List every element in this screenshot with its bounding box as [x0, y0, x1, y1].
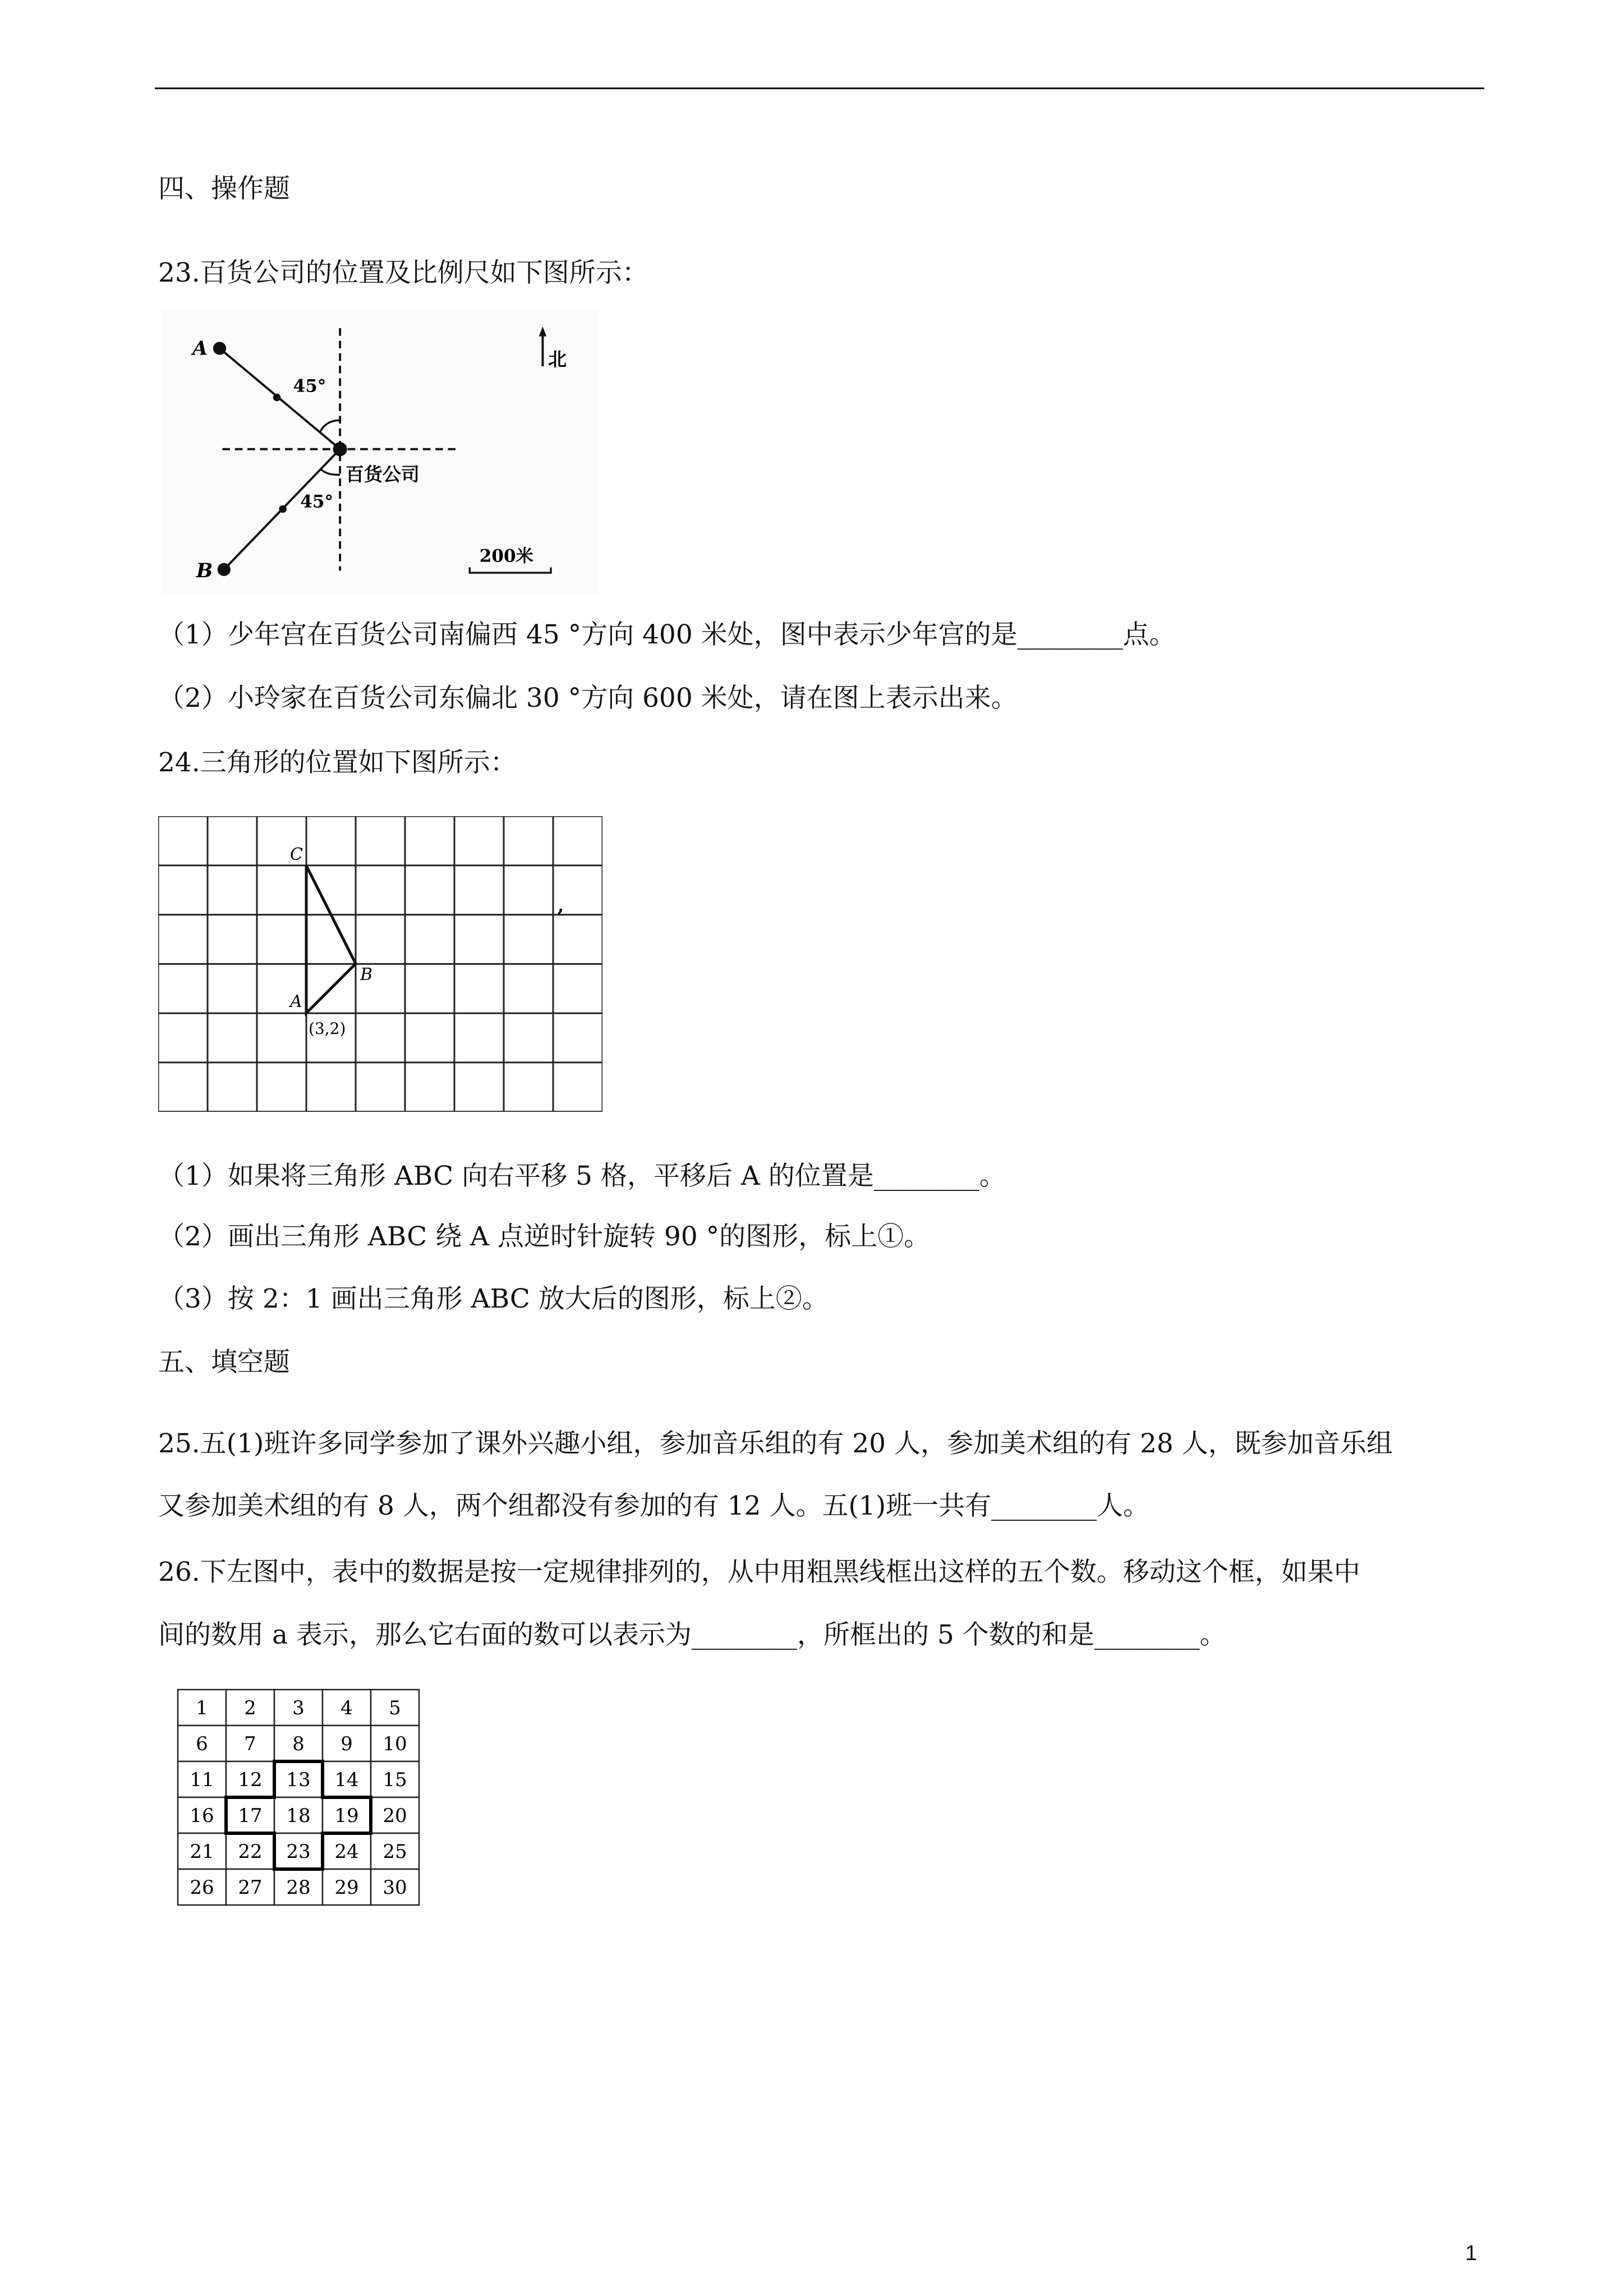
- table-cell-number: 6: [196, 1733, 208, 1755]
- table-cell-number: 15: [383, 1769, 407, 1791]
- point-b-dot: [218, 563, 231, 576]
- label-a: A: [290, 992, 302, 1011]
- table-cell-number: 17: [238, 1805, 263, 1827]
- table-cell-number: 11: [190, 1769, 214, 1791]
- table-cell-number: 12: [238, 1769, 263, 1791]
- point-a-dot: [213, 342, 226, 355]
- table-cell-number: 22: [238, 1841, 263, 1863]
- table-cell-number: 29: [334, 1876, 359, 1899]
- scale-label: 200米: [479, 546, 533, 567]
- table-cell-number: 18: [286, 1805, 311, 1827]
- table-cell-number: 24: [334, 1841, 359, 1863]
- triangle-abc: [306, 866, 356, 1013]
- q24-grid-figure: [158, 816, 602, 1112]
- table-cell-number: 7: [244, 1733, 256, 1755]
- q24-part3: （3）按 2：1 画出三角形 ABC 放大后的图形，标上②。: [158, 1283, 829, 1314]
- table-cell-number: 30: [383, 1876, 407, 1899]
- q26-line1: 26.下左图中，表中的数据是按一定规律排列的，从中用粗黑线框出这样的五个数。移动这个框，如果中: [158, 1557, 1360, 1588]
- department-store-label: 百货公司: [345, 463, 420, 485]
- table-cell-number: 23: [286, 1841, 311, 1863]
- q24-part1: （1）如果将三角形 ABC 向右平移 5 格，平移后 A 的位置是________。: [158, 1161, 1006, 1191]
- point-b-label: B: [196, 559, 213, 582]
- table-cell-number: 5: [389, 1697, 401, 1719]
- table-cell-number: 26: [190, 1876, 214, 1899]
- midpoint-a-dot: [273, 394, 281, 402]
- q26-line2: 间的数用 a 表示，那么它右面的数可以表示为________，所框出的 5 个数的和是________。: [158, 1619, 1226, 1650]
- q26-number-table: [174, 1687, 421, 1909]
- table-cell-number: 25: [383, 1841, 407, 1863]
- q24-part2: （2）画出三角形 ABC 绕 A 点逆时针旋转 90 °的图形，标上①。: [158, 1221, 931, 1252]
- table-cell-number: 14: [334, 1769, 359, 1791]
- table-cell-number: 19: [334, 1805, 359, 1827]
- section-title-operations: 四、操作题: [158, 173, 290, 204]
- table-cell-number: 8: [292, 1733, 305, 1755]
- stray-mark: ,: [558, 895, 564, 916]
- label-c: C: [290, 845, 303, 864]
- table-cell-number: 9: [341, 1733, 353, 1755]
- q23-direction-figure: [158, 310, 602, 593]
- label-b: B: [360, 965, 373, 984]
- section-title-fill-in: 五、填空题: [158, 1347, 290, 1378]
- coord-a-label: (3,2): [309, 1019, 346, 1038]
- table-cell-number: 4: [341, 1697, 353, 1719]
- table-cell-number: 3: [292, 1697, 305, 1719]
- q25-line2: 又参加美术组的有 8 人，两个组都没有参加的有 12 人。五(1)班一共有________人。: [158, 1490, 1150, 1521]
- table-cell-number: 16: [190, 1805, 214, 1827]
- table-cell-number: 21: [190, 1841, 214, 1863]
- q25-line1: 25.五(1)班许多同学参加了课外兴趣小组，参加音乐组的有 20 人，参加美术组的有 28 人，既参加音乐组: [158, 1428, 1393, 1459]
- q23-part2: （2）小玲家在百货公司东偏北 30 °方向 600 米处，请在图上表示出来。: [158, 683, 1018, 714]
- table-cell-number: 13: [286, 1769, 311, 1791]
- midpoint-b-dot: [279, 505, 287, 513]
- table-cell-number: 28: [286, 1876, 311, 1899]
- table-cell-number: 2: [244, 1697, 256, 1719]
- angle-label-bottom: 45°: [300, 491, 334, 512]
- table-cell-number: 20: [383, 1805, 407, 1827]
- table-cell-number: 10: [383, 1733, 407, 1755]
- department-store-dot: [333, 442, 347, 456]
- point-a-label: A: [192, 337, 208, 360]
- header-rule: [155, 88, 1484, 89]
- table-cell-number: 1: [196, 1697, 208, 1719]
- north-label: 北: [548, 348, 567, 371]
- table-cell-number: 27: [238, 1876, 263, 1899]
- q23-part1: （1）少年宫在百货公司南偏西 45 °方向 400 米处，图中表示少年宫的是________点。: [158, 619, 1176, 650]
- q23-stem: 23.百货公司的位置及比例尺如下图所示：: [158, 257, 648, 288]
- page-number: 1: [1465, 2242, 1478, 2265]
- angle-label-top: 45°: [293, 376, 326, 397]
- q24-stem: 24.三角形的位置如下图所示：: [158, 747, 517, 778]
